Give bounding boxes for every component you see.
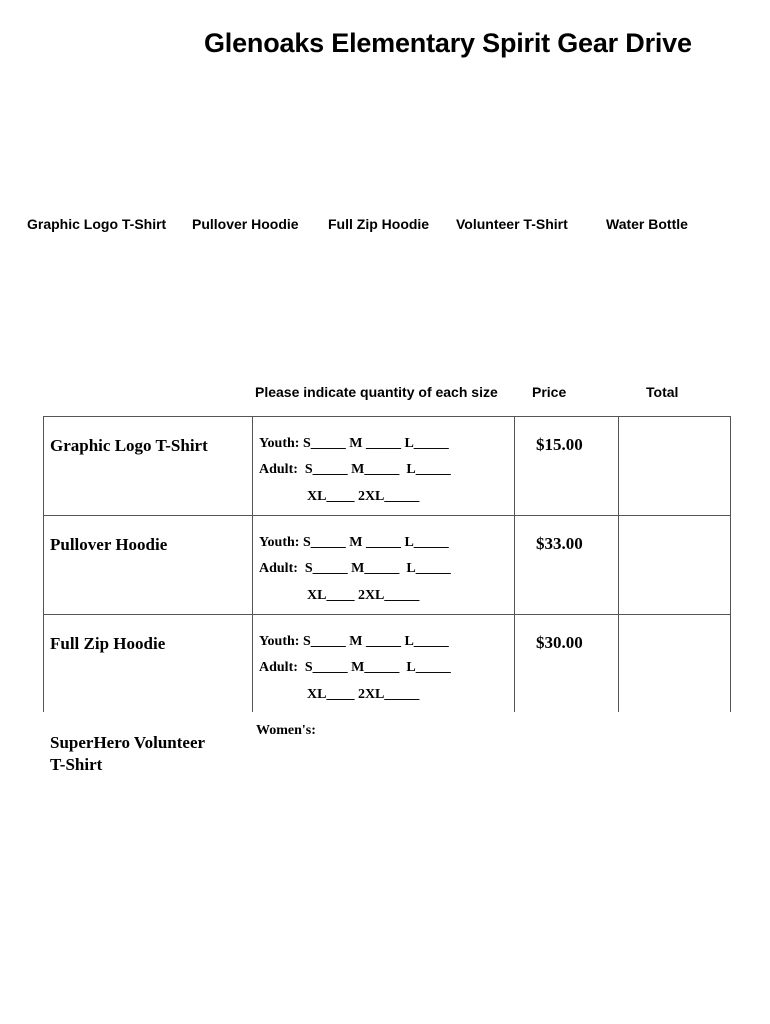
item-label-full-zip-hoodie: Full Zip Hoodie (328, 216, 430, 232)
price-value: $30.00 (536, 633, 583, 652)
item-label-pullover-hoodie: Pullover Hoodie (192, 216, 299, 232)
row-divider (43, 614, 731, 615)
extended-sizes: XL____ 2XL_____ (307, 588, 420, 603)
price-value: $33.00 (536, 534, 583, 553)
column-divider (252, 416, 253, 712)
table-border-right (730, 416, 731, 712)
product-name-line-2: T-Shirt (50, 755, 103, 774)
youth-sizes: Youth: S_____ M _____ L_____ (259, 535, 449, 550)
item-label-water-bottle: Water Bottle (606, 216, 688, 232)
product-name: Full Zip Hoodie (50, 634, 166, 653)
product-name: Graphic Logo T-Shirt (50, 436, 208, 455)
adult-sizes: Adult: S_____ M_____ L_____ (259, 462, 451, 477)
youth-sizes: Youth: S_____ M _____ L_____ (259, 436, 449, 451)
column-header-quantity: Please indicate quantity of each size (255, 384, 498, 400)
column-divider (618, 416, 619, 712)
extended-sizes: XL____ 2XL_____ (307, 489, 420, 504)
adult-sizes: Adult: S_____ M_____ L_____ (259, 561, 451, 576)
item-label-graphic-logo-tshirt: Graphic Logo T-Shirt (27, 216, 167, 232)
item-label-volunteer-tshirt: Volunteer T-Shirt (456, 216, 568, 232)
product-name-line-1: SuperHero Volunteer (50, 733, 206, 752)
womens-sizes-label: Women's: (256, 723, 316, 738)
column-header-price: Price (532, 384, 567, 400)
table-border-left (43, 416, 44, 712)
column-divider (514, 416, 515, 712)
column-header-total: Total (646, 384, 679, 400)
extended-sizes: XL____ 2XL_____ (307, 687, 420, 702)
price-value: $15.00 (536, 435, 583, 454)
product-name: Pullover Hoodie (50, 535, 168, 554)
table-border-top (43, 416, 731, 417)
youth-sizes: Youth: S_____ M _____ L_____ (259, 634, 449, 649)
row-divider (43, 515, 731, 516)
page-title: Glenoaks Elementary Spirit Gear Drive (204, 28, 692, 58)
adult-sizes: Adult: S_____ M_____ L_____ (259, 660, 451, 675)
